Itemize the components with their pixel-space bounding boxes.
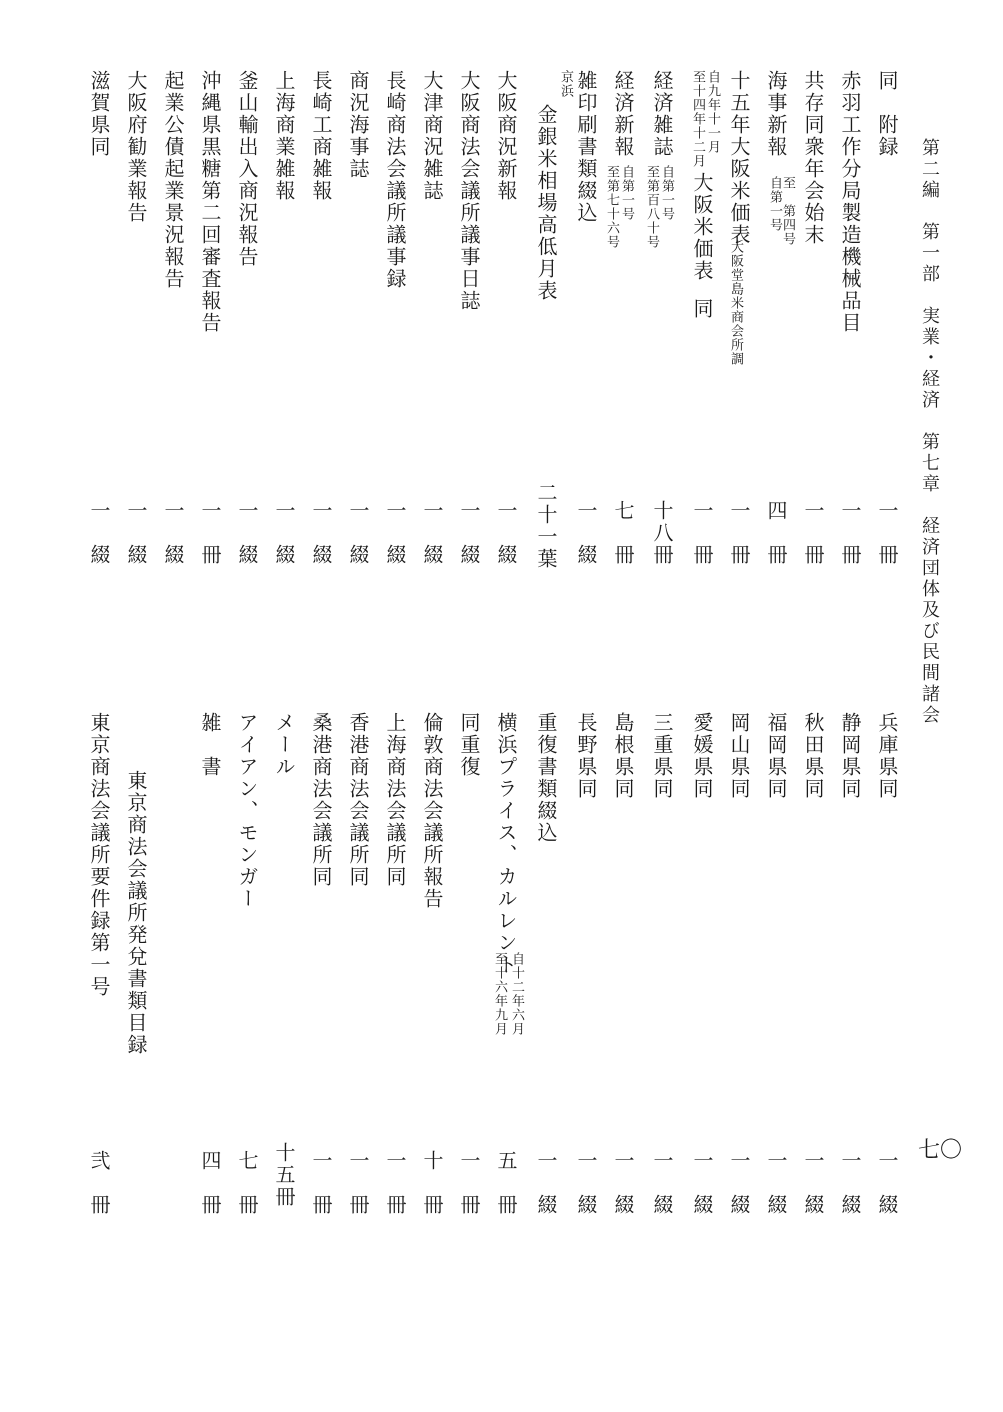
entry-quantity: 一 冊	[383, 1150, 407, 1216]
entry-quantity: 二十一葉	[534, 482, 558, 570]
entry-note: 至十六年九月	[492, 952, 507, 1036]
entry-note: 至十四年十二月	[690, 70, 705, 168]
entry-title: 愛媛県同	[690, 712, 714, 800]
entry-title: 秋田県同	[801, 712, 825, 800]
entry-title: 同 附録	[875, 70, 899, 158]
entry-title: 海事新報	[764, 70, 788, 158]
entry-title: 大阪商法会議所議事日誌	[457, 70, 481, 312]
entry-quantity: 一 綴	[309, 500, 333, 566]
entry-quantity: 一 綴	[272, 500, 296, 566]
entry-title: 十五年大阪米価表	[727, 70, 751, 246]
entry-quantity: 一 綴	[457, 500, 481, 566]
entry-title: 大津商況雑誌	[420, 70, 444, 202]
entry-title: 起業公債起業景況報告	[161, 70, 185, 290]
entry-title: 雑印刷書類綴込	[574, 70, 598, 224]
entry-quantity: 一 綴	[727, 1150, 751, 1216]
entry-title: 倫敦商法会議所報告	[420, 712, 444, 910]
entry-quantity: 一 綴	[420, 500, 444, 566]
entry-quantity: 四 冊	[198, 1150, 222, 1216]
entry-title: 共存同衆年会始末	[801, 70, 825, 246]
entry-title: 経済新報	[611, 70, 635, 158]
entry-title: 同	[690, 298, 714, 320]
entry-title: 経済雑誌	[650, 70, 674, 158]
entry-quantity: 一 綴	[161, 500, 185, 566]
entry-note: 大阪堂島米商会所調	[728, 240, 743, 366]
entry-title: 香港商法会議所同	[346, 712, 370, 888]
entry-title: 静岡県同	[838, 712, 862, 800]
entry-quantity: 弐 冊	[87, 1150, 111, 1216]
entry-title: 沖縄県黒糖第二回審査報告	[198, 70, 222, 334]
entry-quantity: 一 綴	[235, 500, 259, 566]
entry-note: 自第一号	[767, 176, 782, 232]
entry-title: アイアン、モンガー	[235, 712, 259, 910]
entry-note: 自第一号	[619, 165, 634, 221]
entry-title: 上海商法会議所同	[383, 712, 407, 888]
entry-quantity: 一 綴	[383, 500, 407, 566]
entry-quantity: 一 綴	[650, 1150, 674, 1216]
entry-quantity: 四 冊	[764, 500, 788, 566]
entry-title: メール	[272, 712, 296, 778]
entry-title: 長崎工商雑報	[309, 70, 333, 202]
entry-quantity: 一 冊	[875, 500, 899, 566]
entry-title: 釜山輸出入商況報告	[235, 70, 259, 268]
entry-quantity: 一 綴	[838, 1150, 862, 1216]
entry-quantity: 一 綴	[346, 500, 370, 566]
entry-quantity: 一 綴	[494, 500, 518, 566]
entry-quantity: 一 綴	[690, 1150, 714, 1216]
entry-title: 兵庫県同	[875, 712, 899, 800]
entry-quantity: 一 冊	[801, 500, 825, 566]
entry-quantity: 一 綴	[574, 1150, 598, 1216]
entry-title: 福岡県同	[764, 712, 788, 800]
entry-quantity: 一 綴	[801, 1150, 825, 1216]
entry-quantity: 一 綴	[875, 1150, 899, 1216]
entry-note: 至第七十六号	[604, 165, 619, 249]
running-head: 第二編 第一部 実業・経済 第七章 経済団体及び民間諸会	[919, 138, 940, 726]
entry-quantity: 一 綴	[87, 500, 111, 566]
entry-note: 自九年十一月	[705, 70, 720, 154]
entry-quantity: 一 綴	[764, 1150, 788, 1216]
entry-quantity: 一 綴	[124, 500, 148, 566]
entry-quantity: 一 綴	[574, 500, 598, 566]
entry-title: 岡山県同	[727, 712, 751, 800]
entry-title: 大阪米価表	[690, 172, 714, 282]
entry-quantity: 一 冊	[838, 500, 862, 566]
entry-quantity: 一 冊	[198, 500, 222, 566]
entry-quantity: 一 冊	[457, 1150, 481, 1216]
entry-title: 同重復	[457, 712, 481, 778]
entry-title: 長崎商法会議所議事録	[383, 70, 407, 290]
entry-quantity: 一 冊	[309, 1150, 333, 1216]
entry-title: 大阪商況新報	[494, 70, 518, 202]
section-heading: 東京商法会議所発兌書類目録	[124, 770, 148, 1056]
entry-quantity: 五 冊	[494, 1150, 518, 1216]
entry-note: 至 第四号	[780, 176, 795, 246]
entry-title: 大阪府勧業報告	[124, 70, 148, 224]
entry-title: 赤羽工作分局製造機械品目	[838, 70, 862, 334]
entry-note: 自十二年六月	[509, 952, 524, 1036]
entry-title: 島根県同	[611, 712, 635, 800]
entry-title: 横浜プライス、カルレント	[494, 712, 518, 976]
entry-title: 三重県同	[650, 712, 674, 800]
entry-quantity: 一 綴	[611, 1150, 635, 1216]
entry-title: 重復書類綴込	[534, 712, 558, 844]
entry-title: 上海商業雑報	[272, 70, 296, 202]
entry-note: 自第一号	[659, 165, 674, 221]
page-number: 七〇	[918, 1138, 963, 1163]
entry-title: 長野県同	[574, 712, 598, 800]
entry-note: 至第百八十号	[644, 165, 659, 249]
entry-title: 金銀米相場高低月表	[534, 104, 558, 302]
entry-quantity: 十八冊	[650, 500, 674, 566]
entry-title: 東京商法会議所要件録第一号	[87, 712, 111, 998]
entry-title: 滋賀県同	[87, 70, 111, 158]
entry-quantity: 一 冊	[346, 1150, 370, 1216]
entry-quantity: 七 冊	[235, 1150, 259, 1216]
entry-quantity: 七 冊	[611, 500, 635, 566]
entry-quantity: 一 冊	[690, 500, 714, 566]
entry-quantity: 十五冊	[272, 1142, 296, 1208]
entry-quantity: 十 冊	[420, 1150, 444, 1216]
entry-note: 京浜	[558, 70, 573, 98]
entry-quantity: 一 冊	[727, 500, 751, 566]
entry-title: 商況海事誌	[346, 70, 370, 180]
entry-title: 桑港商法会議所同	[309, 712, 333, 888]
entry-quantity: 一 綴	[534, 1150, 558, 1216]
entry-title: 雑 書	[198, 712, 222, 778]
